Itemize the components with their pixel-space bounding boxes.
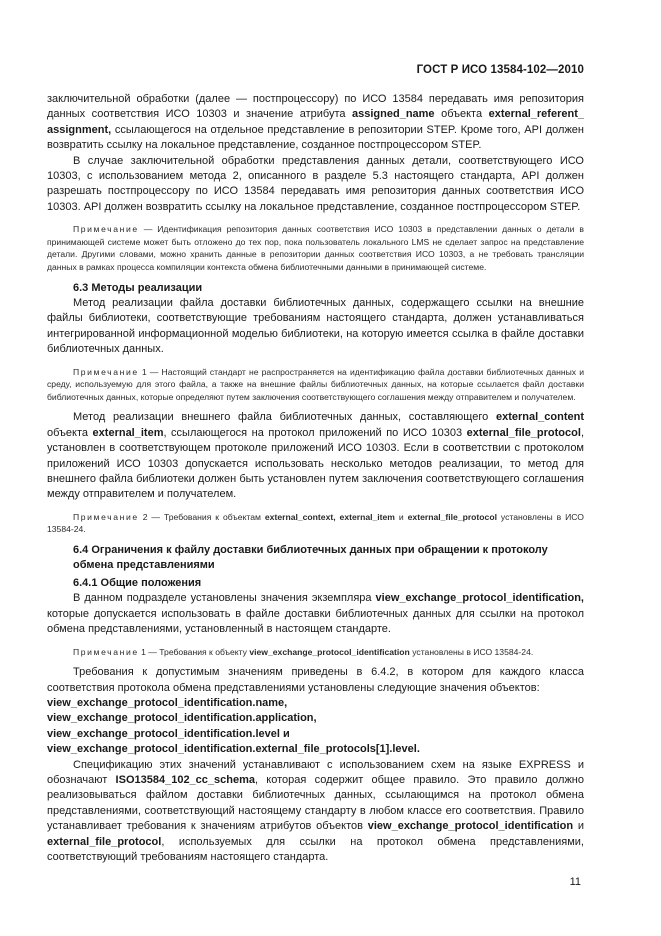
paragraph-3: Метод реализации файла доставки библиотечных данных, содержащего ссылки на внешние файлы библиотеки, соответствующие требованиям настоящего стандарта, должен устанавливаться интегрированной информационной моделью библиотеки, на которую имеется ссылка в файле доставки библиотечных данных. — [47, 297, 584, 356]
note-3: Примечание 2 — Требования к объектам external_context, external_item и external_file_protocol установлены в ИСО 13584-24. — [47, 511, 584, 535]
paragraph-4: Метод реализации внешнего файла библиотечных данных, составляющего external_content объекта external_item, ссылающегося на протокол приложений по ИСО 10303 external_file_protocol, установлен в соответствующем протоколе приложений ИСО 10303. Если в соответствии с протоколом приложений ИСО 10303 допускается использовать несколько методов реализации, то метод для внешнего файла библиотеки должен быть установлен путем заключения соответствующего соглашения между отправителем и получателем. — [47, 411, 584, 501]
code-line-4: view_exchange_protocol_identification.external_file_protocols[1].level. — [47, 743, 420, 756]
code-line-1: view_exchange_protocol_identification.name, — [47, 696, 288, 709]
note-label: Примечание — [73, 646, 139, 657]
paragraph-5: В данном подразделе установлены значения экземпляра view_exchange_protocol_identification, которые допускается использовать в файле доставки библиотечных данных для ссылки на протокол обмена представлениями, установленный в настоящем стандарте. — [47, 592, 584, 636]
note-1: Примечание — Идентификация репозитория данных соответствия ИСО 10303 в представлении данных о детали в принимающей системе может быть отложено до тех пор, пока пользователь локального LMS не сделает запрос на представление детали. Другими словами, можно хранить данные в репозитории данных соответствия ИСО 10303, а не требовать трансляции данных в рамках процесса компиляции контекста обмена библиотечными данными в принимающей системе. — [47, 224, 584, 273]
paragraph-7: Спецификацию этих значений устанавливают с использованием схем на языке EXPRESS и обозначают ISO13584_102_cc_schema, которая содержит общее правило. Это правило должно реализовываться файлом доставки библиотечных данных, ссылающимся на протокол обмена представлениями, соответствующий настоящему стандарту в любом классе его соответствия. Правило устанавливает требования к значениям атрибутов объектов view_exchange_protocol_identification и external_file_protocol, используемых для ссылки на протокол обмена представлениями, соответствующий требованиям настоящего стандарта. — [47, 758, 585, 863]
note-label: Примечание — [73, 224, 139, 235]
code-line-3: view_exchange_protocol_identification.level и — [47, 727, 290, 740]
note-label: Примечание — [73, 511, 139, 522]
section-6-4-title: 6.4 Ограничения к файлу доставки библиотечных данных при обращении к протоколу обмена представлениями — [73, 544, 548, 572]
paragraph-2: В случае заключительной обработки представления данных детали, соответствующего ИСО 10303, с использованием метода 2, описанного в разделе 5.3 настоящего стандарта, API должен разрешать постпроцессору по ИСО 13584 передавать имя репозитория данных соответствия ИСО 10303. API должен возвратить ссылку на локальное представление, созданное постпроцессором STEP. — [47, 154, 584, 213]
note-4: Примечание 1 — Требования к объекту view_exchange_protocol_identification установлены в ИСО 13584-24. — [73, 646, 534, 657]
note-label: Примечание — [73, 366, 139, 377]
page-number: 11 — [569, 876, 581, 888]
document-header: ГОСТ Р ИСО 13584-102—2010 — [416, 64, 584, 76]
code-line-2: view_exchange_protocol_identification.application, — [47, 712, 317, 725]
paragraph-1: заключительной обработки (далее — постпроцессору) по ИСО 13584 передавать имя репозитория данных соответствия ИСО 10303 и значение атрибута assigned_name объекта external_referent_ assignment, ссылающегося на отдельное представление в репозитории STEP. Кроме того, API должен возвратить ссылку на локальное представление, созданное постпроцессором STEP. — [47, 93, 584, 152]
section-6-4-1-title: 6.4.1 Общие положения — [73, 576, 202, 589]
section-6-3-title: 6.3 Методы реализации — [73, 281, 203, 294]
page-body — [47, 92, 584, 865]
note-2: Примечание 1 — Настоящий стандарт не распространяется на идентификацию файла доставки библиотечных данных и среду, используемую для этого файла, а также на внешние файлы библиотечных данных, на которые ссылается файл доставки библиотечных данных, которые определяют путем заключения соответствующего соглашения между отправителем и получателем. — [47, 366, 584, 402]
paragraph-6: Требования к допустимым значениям приведены в 6.4.2, в котором для каждого класса соответствия протокола обмена представлениями установлены следующие значения объектов: — [47, 666, 584, 694]
